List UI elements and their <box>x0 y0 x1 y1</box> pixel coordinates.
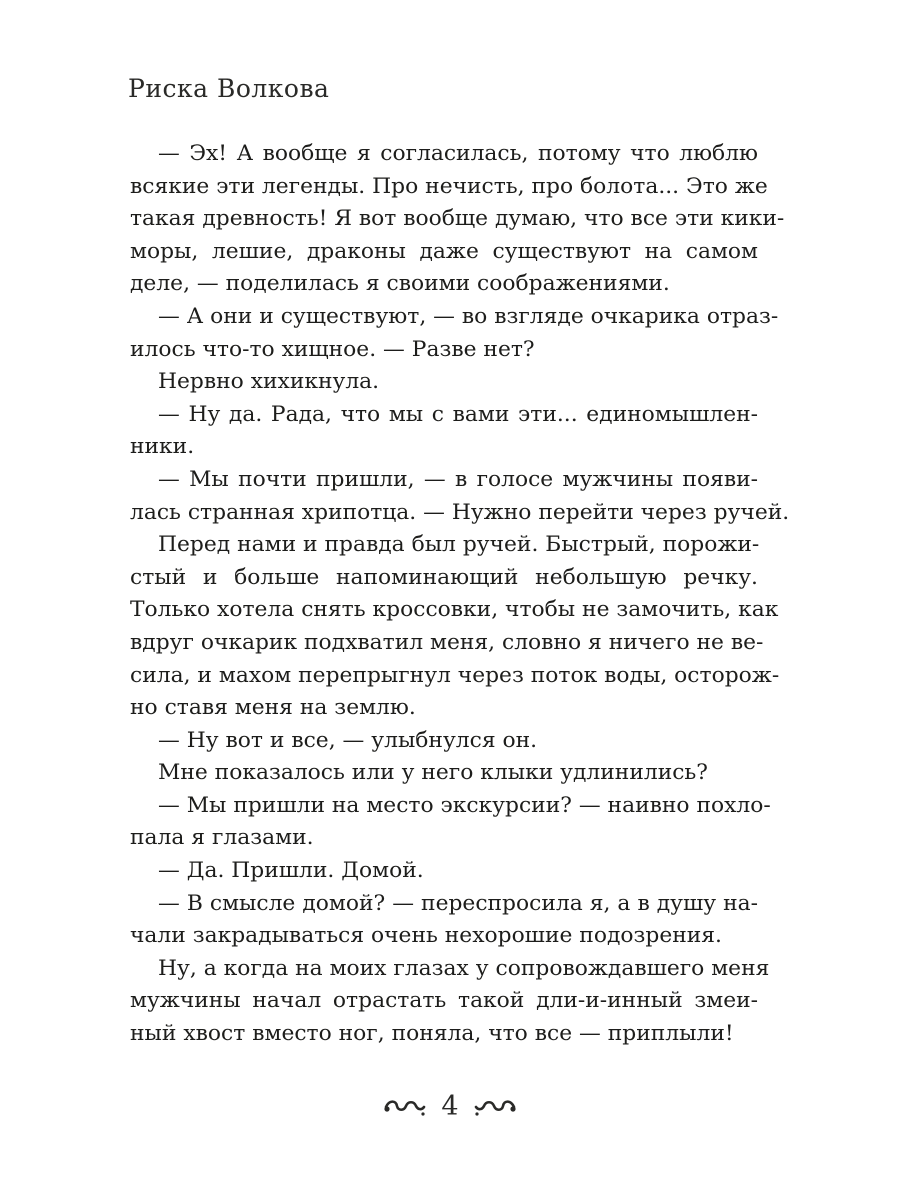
text-line: сила, и махом перепрыгнул через поток воды, осторож- <box>130 662 780 688</box>
text-line: Только хотела снять кроссовки, чтобы не замочить, как <box>130 597 779 623</box>
text-line: ники. <box>130 434 195 460</box>
text-line: — Эх! А вообще я согласилась, потому что люблю <box>158 141 758 166</box>
text-line: моры, лешие, драконы даже существуют на самом <box>130 238 758 264</box>
body-text <box>130 138 790 1051</box>
text-line: — Ну да. Рада, что мы с вами эти... единомышлен- <box>158 401 758 427</box>
text-line: — Мы пришли на место экскурсии? — наивно похло- <box>158 792 771 818</box>
text-line: Нервно хихикнула. <box>158 369 380 395</box>
text-line: ный хвост вместо ног, поняла, что все — приплыли! <box>130 1021 734 1047</box>
text-line: лась странная хрипотца. — Нужно перейти через ручей. <box>130 499 790 525</box>
text-line: такая древность! Я вот вообще думаю, что все эти кики- <box>130 206 785 232</box>
text-line: — Мы почти пришли, — в голосе мужчины появи- <box>158 466 758 492</box>
text-line: Ну, а когда на моих глазах у сопровождавшего меня <box>158 955 770 981</box>
text-line: — А они и существуют, — во взгляде очкарика отраз- <box>158 303 779 329</box>
page-number: 4 <box>441 1090 459 1122</box>
page-folio <box>0 1086 900 1126</box>
flourish-left-icon <box>383 1095 427 1117</box>
text-line: всякие эти легенды. Про нечисть, про болота... Это же <box>130 173 768 199</box>
text-line: деле, — поделилась я своими соображениями. <box>130 271 670 297</box>
text-line: пала я глазами. <box>130 825 314 851</box>
text-line: Мне показалось или у него клыки удлинились? <box>158 760 708 786</box>
text-line: илось что-то хищное. — Разве нет? <box>130 336 535 362</box>
text-line: но ставя меня на землю. <box>130 695 416 721</box>
flourish-right-icon <box>473 1095 517 1117</box>
text-line: — Да. Пришли. Домой. <box>158 858 424 884</box>
text-line: мужчины начал отрастать такой дли-и-инный змеи- <box>130 988 758 1014</box>
text-line: стый и больше напоминающий небольшую речку. <box>130 564 758 590</box>
text-line: Перед нами и правда был ручей. Быстрый, порожи- <box>158 532 760 558</box>
text-line: чали закрадываться очень нехорошие подозрения. <box>130 923 722 949</box>
text-line: вдруг очкарик подхватил меня, словно я ничего не ве- <box>130 629 764 655</box>
running-title: Риска Волкова <box>128 74 330 103</box>
text-line: — В смысле домой? — переспросила я, а в душу на- <box>158 890 758 916</box>
text-line: — Ну вот и все, — улыбнулся он. <box>158 727 538 753</box>
